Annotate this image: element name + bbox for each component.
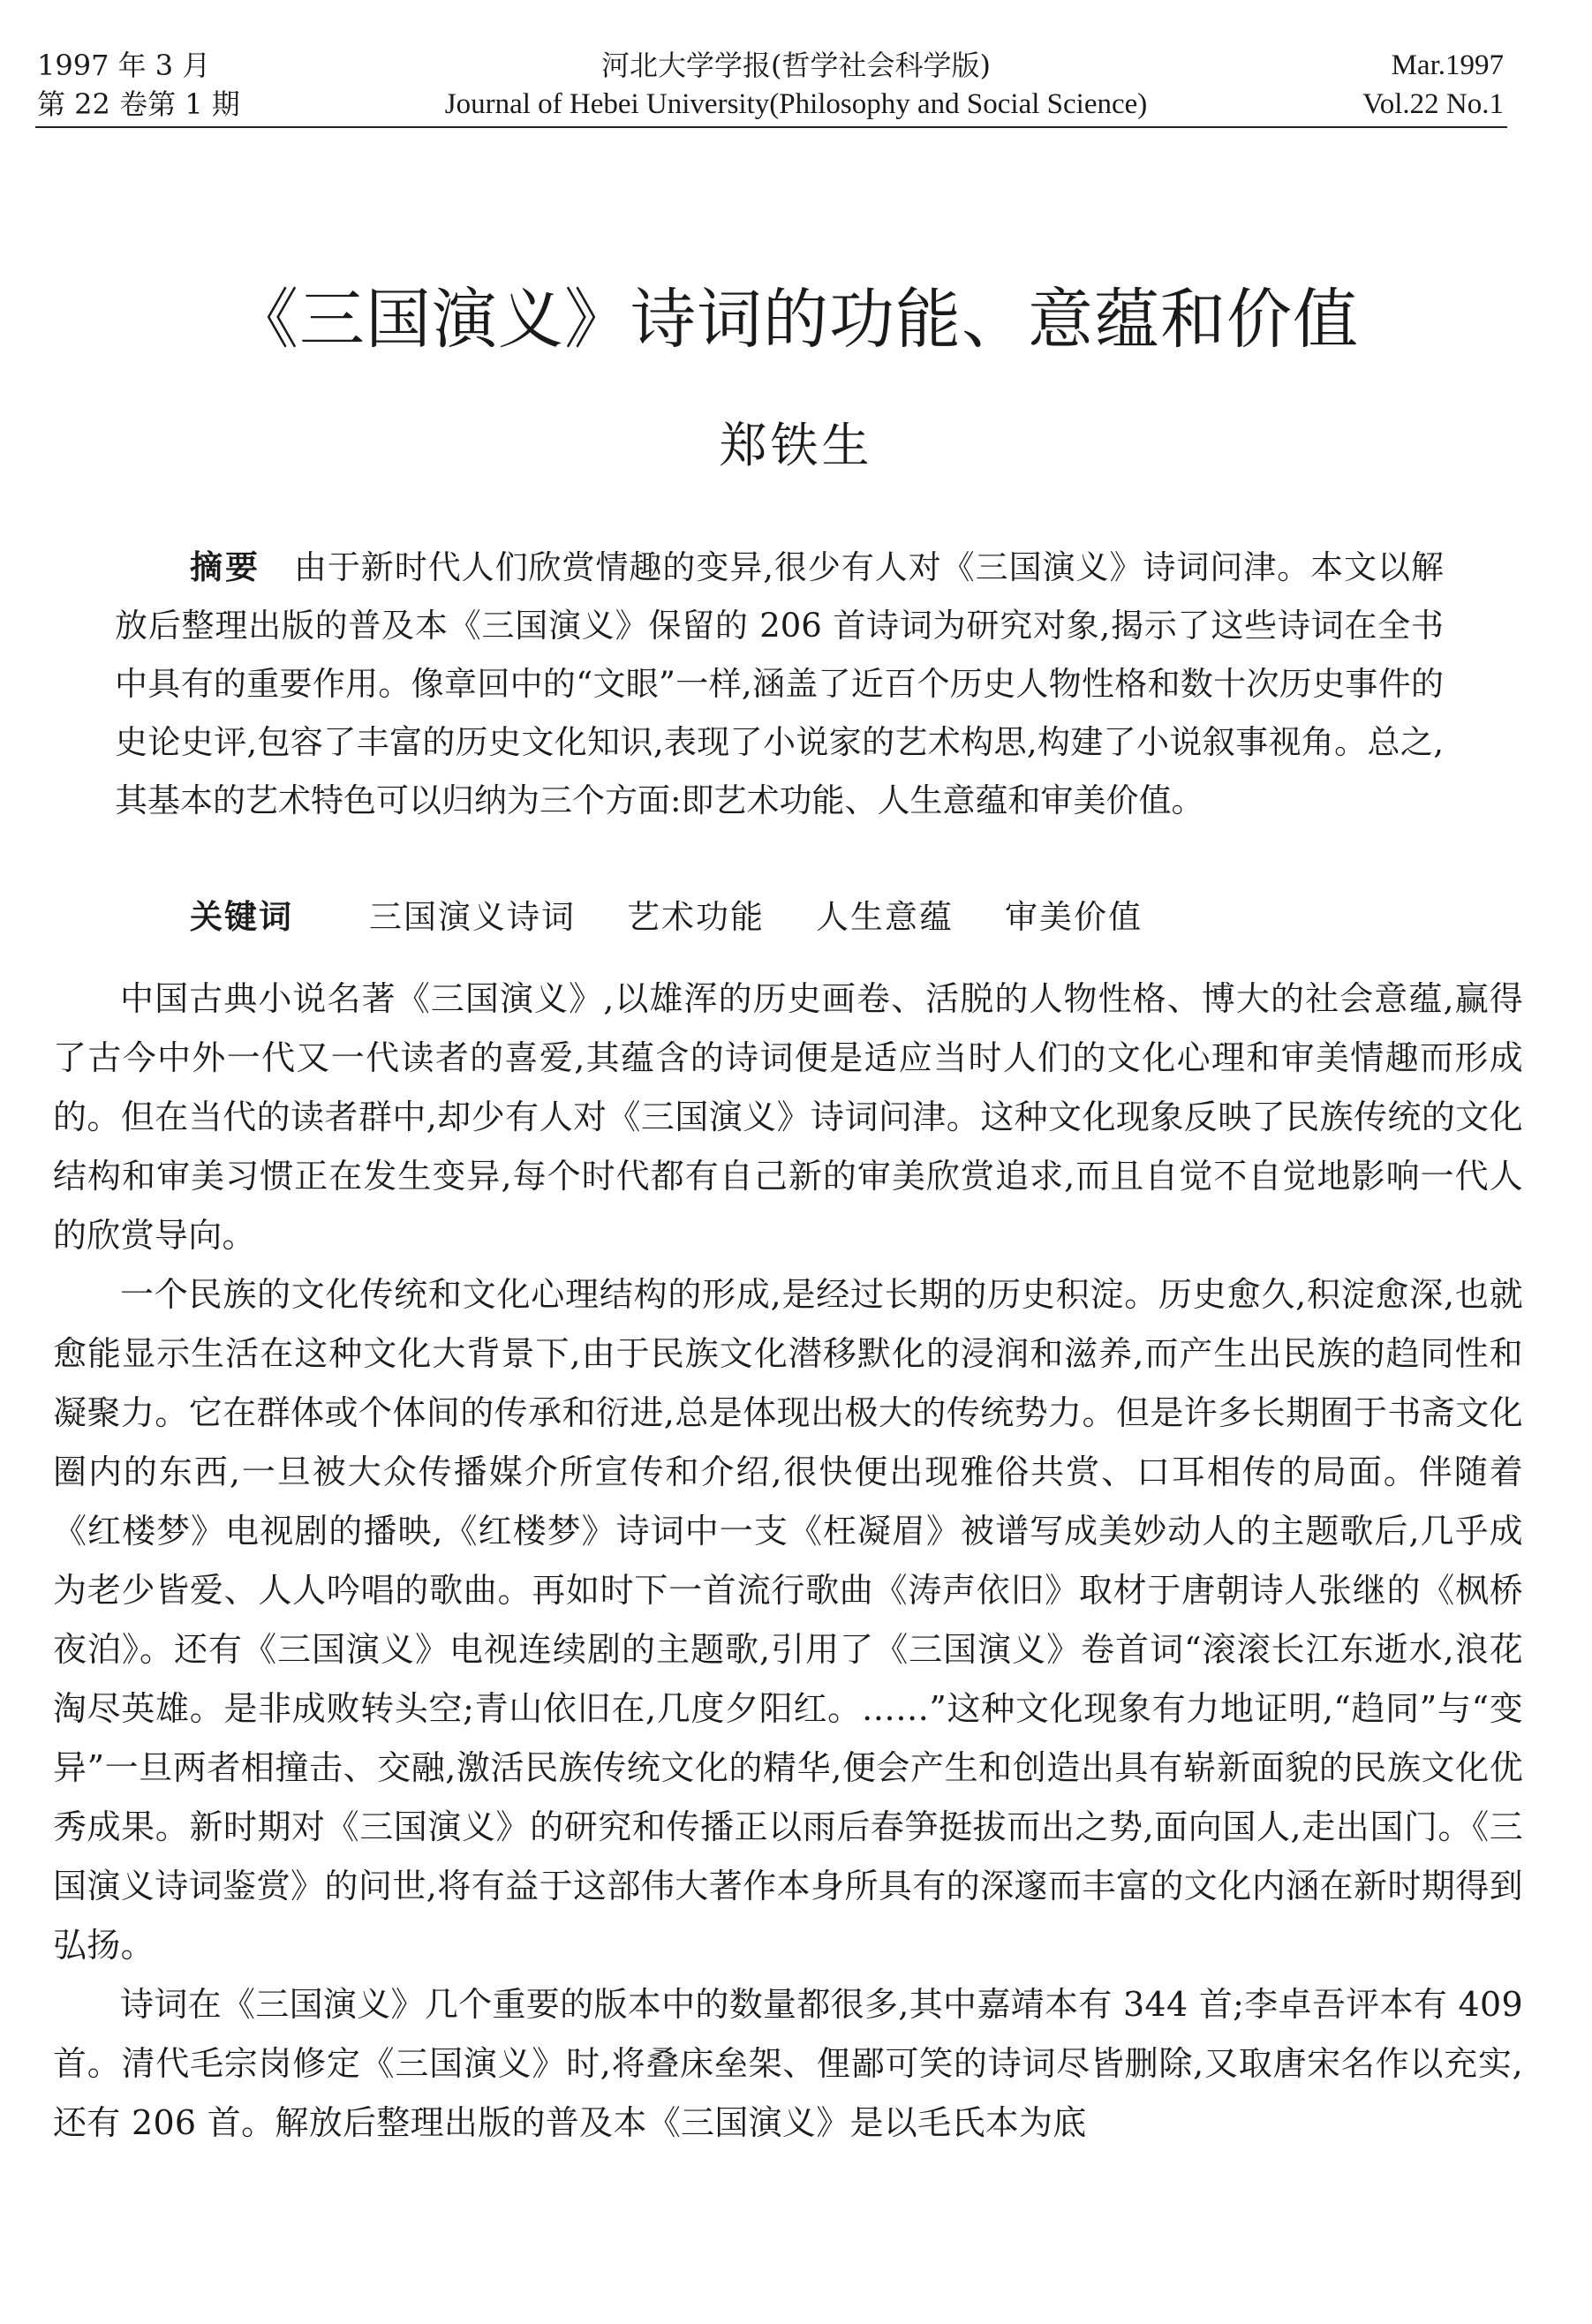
abstract — [115, 539, 1444, 830]
keywords-label: 关键词 — [190, 898, 293, 936]
article-title: 《三国演义》诗词的功能、意蕴和价值 — [233, 281, 1359, 358]
abstract-label: 摘要 — [190, 548, 260, 586]
issue-date-en: Mar.1997 — [1391, 49, 1504, 81]
issue-date: 1997 年 3 月 — [37, 49, 211, 82]
body-paragraph: 一个民族的文化传统和文化心理结构的形成,是经过长期的历史积淀。历史愈久,积淀愈深,也就愈能显示生活在这种文化大背景下,由于民族文化潜移默化的浸润和滋养,而产生出民族的趋同性和凝聚力。它在群体或个体间的传承和衍进,总是体现出极大的传统势力。但是许多长期囿于书斋文化圈内的东西,一旦被大众传播媒介所宣传和介绍,很快便出现雅俗共赏、口耳相传的局面。伴随着《红楼梦》电视剧的播映,《红楼梦》诗词中一支《枉凝眉》被谱写成美妙动人的主题歌后,几乎成为老少皆爱、人人吟唱的歌曲。再如时下一首流行歌曲《涛声依旧》取材于唐朝诗人张继的《枫桥夜泊》。还有《三国演义》电视连续剧的主题歌,引用了《三国演义》卷首词“滚滚长江东逝水,浪花淘尽英雄。是非成败转头空;青山依旧在,几度夕阳红。……”这种文化现象有力地证明,“趋同”与“变异”一旦两者相撞击、交融,激活民族传统文化的精华,便会产生和创造出具有崭新面貌的民族文化优秀成果。新时期对《三国演义》的研究和传播正以雨后春笋挺拔而出之势,面向国人,走出国门。《三国演义诗词鉴赏》的问世,将有益于这部伟大著作本身所具有的深邃而丰富的文化内涵在新时期得到弘扬。 — [53, 1275, 1523, 1965]
journal-name-en: Journal of Hebei University(Philosophy and Social Science) — [444, 88, 1148, 120]
keywords — [190, 888, 1194, 947]
author-name: 郑铁生 — [719, 418, 873, 473]
abstract-text: 由于新时代人们欣赏情趣的变异,很少有人对《三国演义》诗词问津。本文以解放后整理出版的普及本《三国演义》保留的 206 首诗词为研究对象,揭示了这些诗词在全书中具有的重要作用。像章回中的“文眼”一样,涵盖了近百个历史人物性格和数十次历史事件的史论史评,包容了丰富的历史文化知识,表现了小说家的艺术构思,构建了小说叙事视角。总之,其基本的艺术特色可以归纳为三个方面:即艺术功能、人生意蕴和审美价值。 — [115, 548, 1444, 819]
keyword: 三国演义诗词 — [369, 898, 576, 936]
keyword: 审美价值 — [1005, 898, 1143, 936]
body-paragraph: 中国古典小说名著《三国演义》,以雄浑的历史画卷、活脱的人物性格、博大的社会意蕴,赢得了古今中外一代又一代读者的喜爱,其蕴含的诗词便是适应当时人们的文化心理和审美情趣而形成的。但在当代的读者群中,却少有人对《三国演义》诗词问津。这种文化现象反映了民族传统的文化结构和审美习惯正在发生变异,每个时代都有自己新的审美欣赏追求,而且自觉不自觉地影响一代人的欣赏导向。 — [53, 979, 1523, 1255]
keyword: 艺术功能 — [627, 898, 765, 936]
article-body — [53, 970, 1523, 2153]
journal-name-cn: 河北大学学报(哲学社会科学版) — [601, 49, 991, 82]
header-rule — [35, 126, 1507, 128]
keyword: 人生意蕴 — [816, 898, 954, 936]
journal-date-volume-en — [1362, 46, 1504, 124]
body-paragraph: 诗词在《三国演义》几个重要的版本中的数量都很多,其中嘉靖本有 344 首;李卓吾评本有 409 首。清代毛宗岗修定《三国演义》时,将叠床垒架、俚鄙可笑的诗词尽皆删除,又取唐宋名作以充实,还有 206 首。解放后整理出版的普及本《三国演义》是以毛氏本为底 — [53, 1985, 1523, 2142]
volume-issue-en: Vol.22 No.1 — [1362, 88, 1504, 120]
volume-issue: 第 22 卷第 1 期 — [37, 87, 240, 121]
journal-name — [0, 46, 1592, 124]
